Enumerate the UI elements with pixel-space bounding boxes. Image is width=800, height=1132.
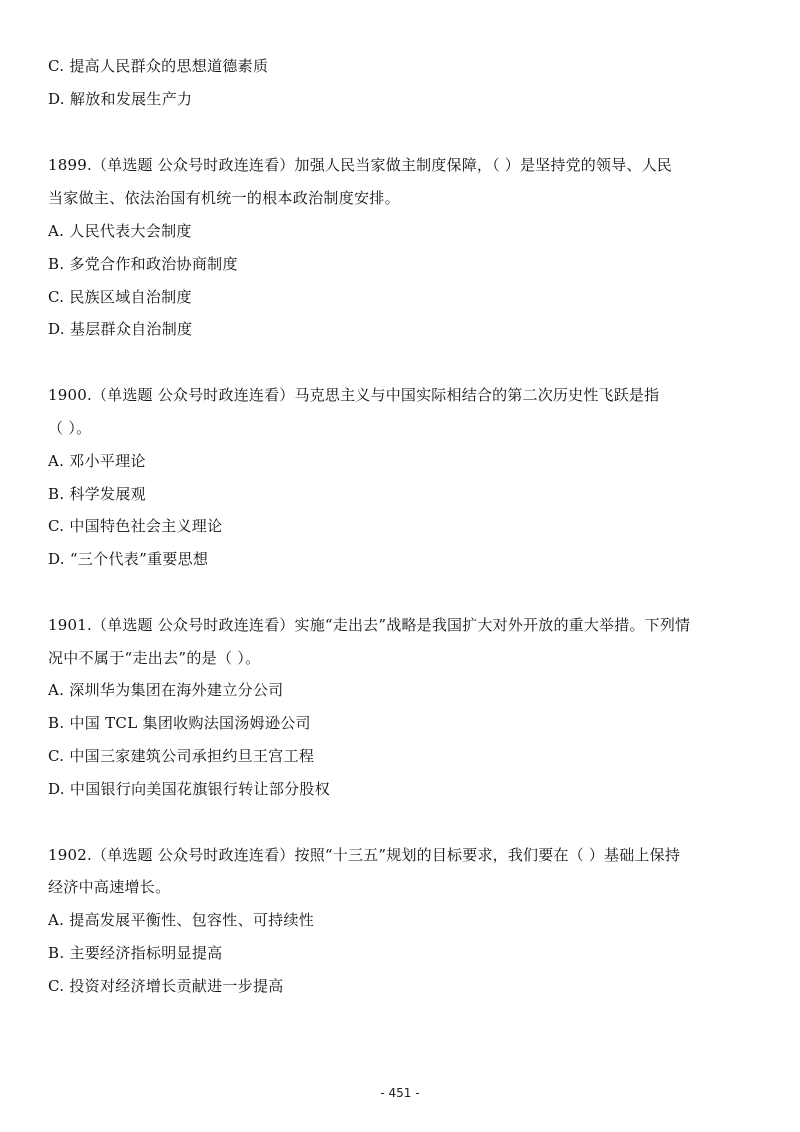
option-c-text: C. 提高人民群众的思想道德素质 bbox=[48, 57, 269, 75]
question-1902-option-b: B. 主要经济指标明显提高 bbox=[48, 944, 223, 962]
option-d-text: D. 解放和发展生产力 bbox=[48, 90, 193, 108]
question-1899-option-c: C. 民族区域自治制度 bbox=[48, 288, 192, 306]
question-1902-stem-line2: 经济中高速增长。 bbox=[48, 878, 171, 896]
question-1902-stem-line1: 1902.（单选题 公众号时政连连看）按照“十三五”规划的目标要求，我们要在（ ）基础上保持 bbox=[48, 846, 681, 864]
question-1900-option-c: C. 中国特色社会主义理论 bbox=[48, 517, 223, 535]
question-1902-option-a: A. 提高发展平衡性、包容性、可持续性 bbox=[48, 911, 315, 929]
page-number: - 451 - bbox=[380, 1086, 420, 1100]
question-1902-option-c: C. 投资对经济增长贡献进一步提高 bbox=[48, 977, 284, 995]
question-1901-option-b: B. 中国 TCL 集团收购法国汤姆逊公司 bbox=[48, 714, 311, 732]
question-1899-stem-line1: 1899.（单选题 公众号时政连连看）加强人民当家做主制度保障，（ ）是坚持党的领导、人民 bbox=[48, 156, 672, 174]
question-1901-stem-line2: 况中不属于“走出去”的是（ ）。 bbox=[48, 649, 261, 667]
question-1899-option-b: B. 多党合作和政治协商制度 bbox=[48, 255, 238, 273]
question-1901-stem-line1: 1901.（单选题 公众号时政连连看）实施“走出去”战略是我国扩大对外开放的重大举措。下列情 bbox=[48, 616, 691, 634]
question-1900-option-a: A. 邓小平理论 bbox=[48, 452, 146, 470]
question-1901-option-d: D. 中国银行向美国花旗银行转让部分股权 bbox=[48, 780, 331, 798]
question-1900-stem-line2: （ ）。 bbox=[48, 419, 92, 437]
question-1899-option-d: D. 基层群众自治制度 bbox=[48, 320, 193, 338]
question-1900-stem-line1: 1900.（单选题 公众号时政连连看）马克思主义与中国实际相结合的第二次历史性飞跃是指 bbox=[48, 386, 660, 404]
question-1900-option-b: B. 科学发展观 bbox=[48, 485, 146, 503]
question-1901-option-c: C. 中国三家建筑公司承担约旦王宫工程 bbox=[48, 747, 315, 765]
question-1899-option-a: A. 人民代表大会制度 bbox=[48, 222, 192, 240]
question-1899-stem-line2: 当家做主、依法治国有机统一的根本政治制度安排。 bbox=[48, 189, 400, 207]
question-1901-option-a: A. 深圳华为集团在海外建立分公司 bbox=[48, 681, 284, 699]
question-1900-option-d: D. “三个代表”重要思想 bbox=[48, 550, 209, 568]
